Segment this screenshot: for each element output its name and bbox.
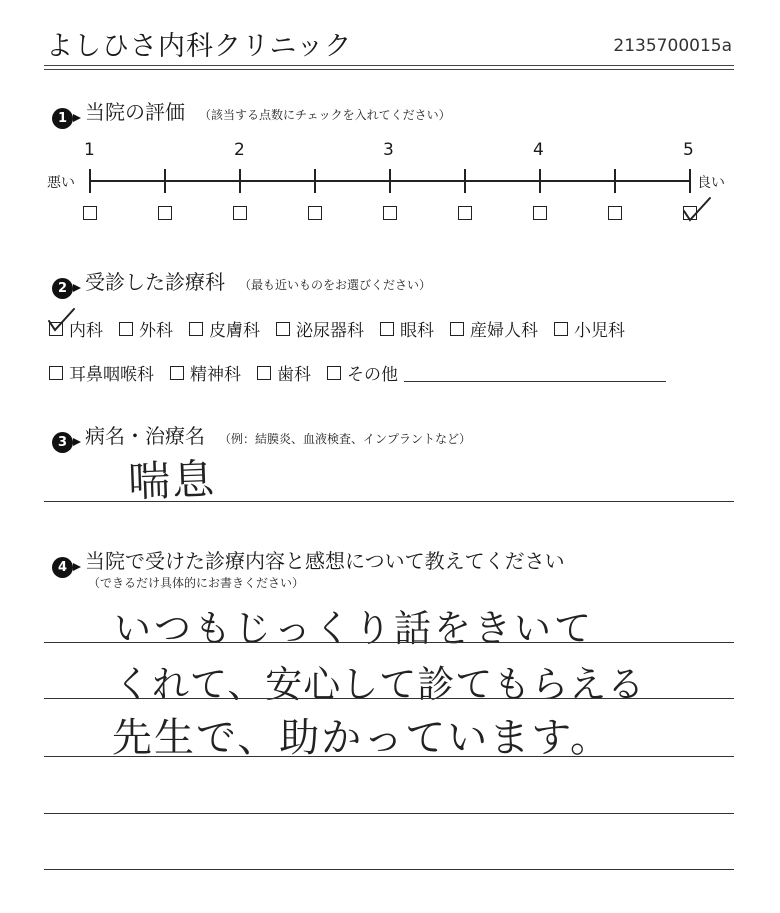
section2-title: 受診した診療科: [85, 270, 225, 294]
rating-checkbox-1[interactable]: [83, 206, 97, 220]
dept-label-geka: 外科: [139, 321, 173, 341]
dept-label-hifuka: 皮膚科: [209, 321, 260, 341]
dept-checkbox-sanfujinka[interactable]: [450, 322, 464, 336]
dept-option-sonota[interactable]: [327, 360, 666, 385]
dept-option-naika[interactable]: [49, 316, 103, 341]
dept-checkbox-hinyokika[interactable]: [276, 322, 290, 336]
rating-checkbox-8[interactable]: [608, 206, 622, 220]
dept-checkbox-shonika[interactable]: [554, 322, 568, 336]
rating-checkbox-5[interactable]: [383, 206, 397, 220]
scale-left-label: 悪い: [47, 175, 75, 191]
section4-title: 当院で受けた診療内容と感想について教えてください: [85, 549, 565, 573]
section2-heading: [52, 266, 431, 296]
dept-checkbox-sonota[interactable]: [327, 366, 341, 380]
scale-right-label: 良い: [697, 175, 725, 191]
dept-option-jibiinkoka[interactable]: [49, 360, 154, 385]
diagnosis-answer-line: [44, 501, 734, 502]
dept-option-ganka[interactable]: [380, 316, 434, 341]
clinic-title: よしひさ内科クリニック: [46, 31, 353, 62]
rating-checkbox-6[interactable]: [458, 206, 472, 220]
dept-option-shika[interactable]: [257, 360, 311, 385]
section3-note: （例：結膜炎、血液検査、インプラントなど）: [219, 432, 472, 446]
comment-rule-5: [44, 869, 734, 870]
dept-label-hinyokika: 泌尿器科: [296, 321, 364, 341]
dept-label-sanfujinka: 産婦人科: [470, 321, 538, 341]
dept-checkbox-jibiinkoka[interactable]: [49, 366, 63, 380]
rating-checkbox-7[interactable]: [533, 206, 547, 220]
dept-checkbox-shika[interactable]: [257, 366, 271, 380]
scale-label-1: 1: [84, 140, 95, 160]
dept-label-jibiinkoka: 耳鼻咽喉科: [69, 365, 154, 385]
rating-checkbox-4[interactable]: [308, 206, 322, 220]
dept-option-shonika[interactable]: [554, 316, 625, 341]
dept-label-sonota: その他: [347, 365, 398, 385]
dept-checkbox-geka[interactable]: [119, 322, 133, 336]
section1-number: 1: [52, 108, 73, 129]
section2-number: 2: [52, 278, 73, 299]
dept-checkbox-ganka[interactable]: [380, 322, 394, 336]
dept-label-ganka: 眼科: [400, 321, 434, 341]
rating-checkbox-3[interactable]: [233, 206, 247, 220]
dept-label-shika: 歯科: [277, 365, 311, 385]
diagnosis-answer: 喘息: [127, 454, 217, 507]
dept-option-hinyokika[interactable]: [276, 316, 364, 341]
comment-rule-2: [44, 698, 734, 699]
comment-rule-4: [44, 813, 734, 814]
section1-heading: [52, 96, 451, 126]
scale-label-3: 3: [383, 140, 394, 160]
section3-heading: [52, 420, 471, 450]
section1-note: （該当する点数にチェックを入れてください）: [199, 108, 451, 122]
document-id: 2135700015a: [613, 36, 732, 56]
comment-line-2: くれて、安心して診てもらえる: [114, 663, 646, 706]
dept-option-hifuka[interactable]: [189, 316, 260, 341]
rating-checkmark-icon: [680, 196, 712, 224]
comment-line-3: 先生で、助かっています。: [112, 715, 612, 761]
department-row-2: [49, 360, 666, 385]
dept-label-naika: 内科: [69, 321, 103, 341]
dept-checkbox-seishinka[interactable]: [170, 366, 184, 380]
comment-rule-3: [44, 756, 734, 757]
header-divider-top: [44, 65, 734, 66]
rating-scale-line: [80, 166, 700, 196]
section1-title: 当院の評価: [85, 100, 185, 124]
comment-rule-1: [44, 642, 734, 643]
rating-checkbox-2[interactable]: [158, 206, 172, 220]
dept-checkbox-hifuka[interactable]: [189, 322, 203, 336]
section4-number: 4: [52, 557, 73, 578]
dept-checkmark-icon: [46, 307, 76, 333]
comment-line-1: いつもじっくり話をきいて: [114, 607, 594, 650]
section3-number: 3: [52, 432, 73, 453]
section2-note: （最も近いものをお選びください）: [239, 278, 432, 292]
dept-label-seishinka: 精神科: [190, 365, 241, 385]
other-dept-input-line[interactable]: [404, 381, 666, 382]
header-divider-bottom: [44, 69, 734, 70]
section4-note: （できるだけ具体的にお書きください）: [88, 576, 305, 590]
dept-option-geka[interactable]: [119, 316, 173, 341]
scale-label-4: 4: [533, 140, 544, 160]
section4-heading: [52, 545, 565, 575]
dept-option-seishinka[interactable]: [170, 360, 241, 385]
scale-label-5: 5: [683, 140, 694, 160]
dept-option-sanfujinka[interactable]: [450, 316, 538, 341]
department-row-1: [49, 316, 625, 341]
scale-label-2: 2: [234, 140, 245, 160]
section3-title: 病名・治療名: [85, 424, 205, 448]
dept-label-shonika: 小児科: [574, 321, 625, 341]
